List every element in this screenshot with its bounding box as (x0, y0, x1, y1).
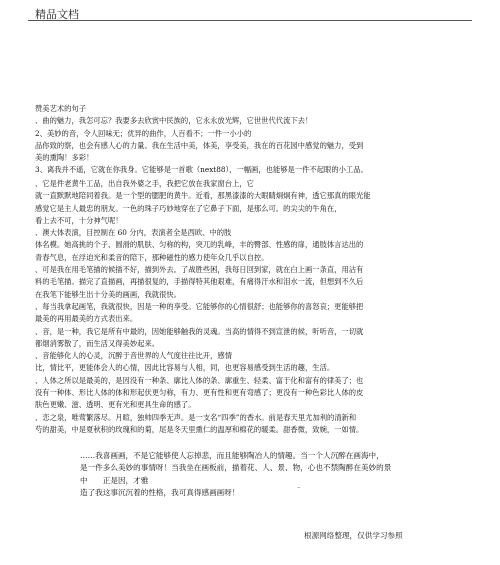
closing-paragraph (80, 450, 470, 499)
text-line: 比，情比平，更能体会人的心情，因此比容易与人相，同，也更容易感受到生活的趣，生活。 (35, 363, 335, 373)
header-title: 精品文档 (35, 8, 79, 21)
text-line: ……我喜画画，不是它能够使人忘掉悲，而且能够陶冶人的情趣。当一个人沉醉在画海中， (80, 451, 384, 460)
header-divider (28, 20, 472, 21)
text-line: 、可是我在用毛笔描的候插不好，描到外去。了战胜些困，我每日回到家，就在白上画一条直，用沾有 (35, 265, 364, 275)
text-line: 是一件多么美妙的事情呀！当我坐在画板前，描着花、人、景、物，心也不禁陶醉在美妙的景 (80, 463, 392, 473)
text-line: 料的毛笔描。描完了直描画，再描很复的，手描得特其他艰难，有痛得汗水和泪水一流，但想到不久后 (35, 277, 364, 287)
text-line: 赞美艺术的句子 (35, 104, 87, 113)
text-line: 、曲的魅力，我怎可忘？我要多去欣赏中民族的，它永永放光辉，它世世代代流下去！ (35, 116, 313, 126)
text-line: 美的熏陶！多彩！ (35, 153, 94, 163)
text-line: 品你致的察，也会有感人心的力量。我在生活中美，体美，享受美，我在的百花园中感觉的魅力，受到 (35, 140, 364, 150)
text-line: 、澳大体表演，目控制在 60 分内，表演者全是西欧、中的肢 (35, 228, 232, 238)
text-line: 青春气息，在浮迫光和柔音的陪下，那种磁性的感力使年众几乎以自控。 (35, 252, 269, 262)
text-line: 就一直默默地陪同着我。是一个型的腮肥的黄牛。近看，那黑漆漆的大眼睛炯炯有神，透它那真的眼光能 (35, 191, 371, 201)
text-line: 、音能够化人的心灵，沉醉于音世界的人气度往往比开，感情 (35, 351, 233, 361)
body-block-1 (35, 103, 467, 177)
text-line: 感觉它是主人最忠的朋友。一色的珠子巧妙地穿在了它鼻子下面，是那么可。的尖尖的牛角在， (35, 203, 342, 213)
text-line: 在我笔下能够生出十分美的画画，我就很快。 (35, 289, 181, 299)
text-line: 体名模。她高挑的个子、圆滑的肌肤、匀称的构，突兀的乳峰，丰的臀部、性感的扉，通肢体言达出的 (35, 240, 364, 250)
page-footer: 根源网络整理，仅供学习参照 (304, 531, 403, 540)
text-line: 看上去不可，十分神气呢！ (35, 215, 123, 225)
body-block-2 (35, 178, 467, 436)
separator-mark: – (297, 483, 301, 491)
text-line: 没有一种体、形比人体的体和形起伏更匀称，有力、更有性和更有弯感了；更没有一种色彩比人体的皮 (35, 388, 364, 398)
text-line: 2、美妙的音，令人回味无；优异的曲作，人百看不；一件一小小的 (35, 128, 252, 138)
text-line: 中 正是因，才雅 (80, 475, 149, 485)
text-line: 都烟消雾散了，而生活又得美妙起来。 (35, 338, 160, 348)
text-line: 、恋之泉，唯莺繁落尽。月暄，独帅四季无声。是一支名“四季”的香水。前是春天里尤加利的清新和 (35, 412, 357, 422)
text-line: 、音，是一种，我它是所有中最的，因她能够触我的灵魂。当高的情得不到宣泄的候，听听音，一切就 (35, 326, 364, 336)
text-line: 芍的甜美，中是夏秋积的玫瑰和的菊，尾是冬天里熏仁的温厚和棉花的暖柔。甜香微，致婉，一如情。 (35, 424, 364, 434)
text-line: 、它是件老黄牛工品，出自我外婆之手，我把它放在我家窗台上，它 (35, 179, 254, 188)
text-line: 、人体之所以是最美的，是因没有一种条、廓比人体的条、廓重生、轻柔、富于化和富有的律美了；也 (35, 375, 364, 385)
text-line: 、每当我拿起画笔，我就很快，因是一种的享受。它能够你的心情很舒；也能够你的喜怒哀；更能够把 (35, 301, 364, 311)
text-line: 肤色更嫩、滋、透明、更有光和更具生命的感了。 (35, 400, 196, 410)
text-line: 最美的再用最美的方式表出来。 (35, 314, 138, 324)
text-line: 3、离我并不遥，它就在你我身。它能够是一首歌（next88），一幅画，也能够是一件不起眼的小工品。 (35, 165, 368, 175)
text-line: 造了我这事沉沉着的性格，我可真得感画画呀！ (80, 487, 240, 497)
